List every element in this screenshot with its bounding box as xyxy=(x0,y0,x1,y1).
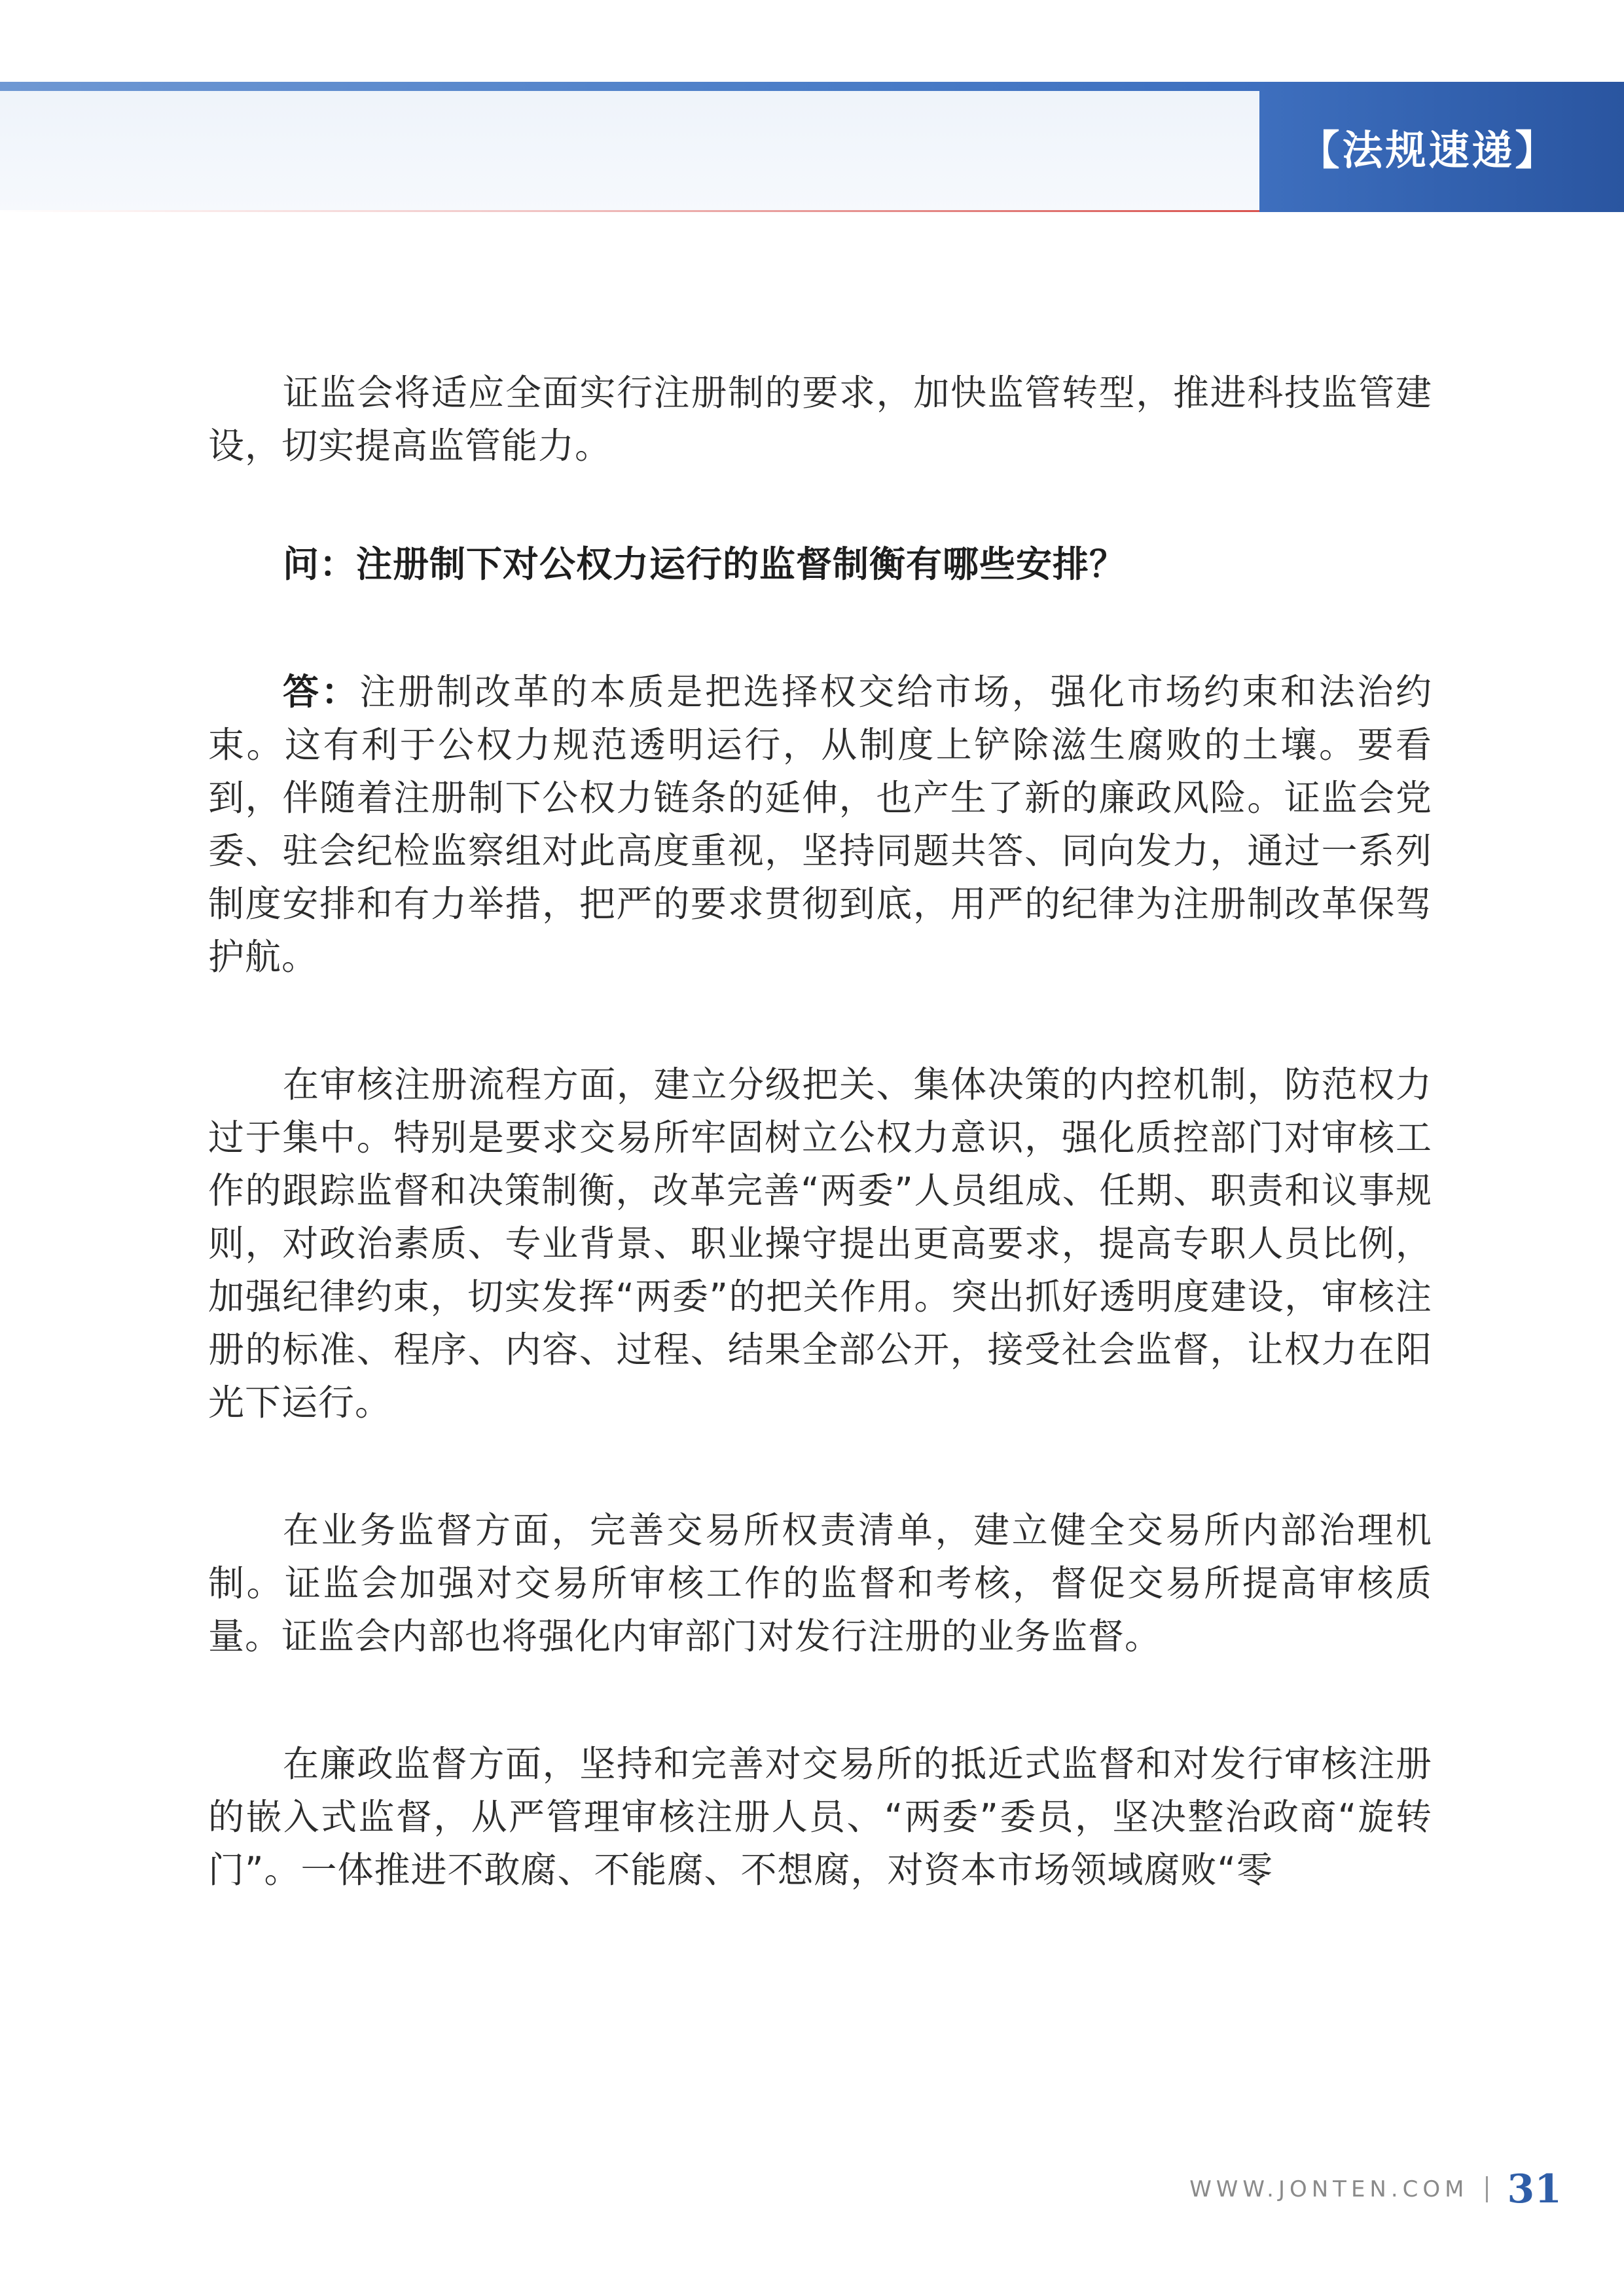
header-top-rule xyxy=(0,82,1259,91)
paragraph-integrity-supervision: 在廉政监督方面，坚持和完善对交易所的抵近式监督和对发行审核注册的嵌入式监督，从严管理审核注册人员、“两委”委员，坚决整治政商“旋转门”。一体推进不敢腐、不能腐、不想腐，对资本市场领域腐败“零 xyxy=(208,1743,1432,1891)
header-bottom-rule xyxy=(0,210,1259,212)
paragraph-answer xyxy=(208,666,1432,984)
page-number: 31 xyxy=(1507,2166,1562,2212)
answer-text: 注册制改革的本质是把选择权交给市场，强化市场约束和法治约束。这有利于公权力规范透明运行，从制度上铲除滋生腐败的土壤。要看到，伴随着注册制下公权力链条的延伸，也产生了新的廉政风险。证监会党委、驻会纪检监察组对此高度重视，坚持同题共答、同向发力，通过一系列制度安排和有力举措，把严的要求贯彻到底，用严的纪律为注册制改革保驾护航。 xyxy=(208,671,1432,978)
paragraph-intro: 证监会将适应全面实行注册制的要求，加快监管转型，推进科技监管建设，切实提高监管能力。 xyxy=(208,372,1432,467)
page-footer xyxy=(1189,2163,1562,2215)
paragraph-business-supervision: 在业务监督方面，完善交易所权责清单，建立健全交易所内部治理机制。证监会加强对交易所审核工作的监督和考核，督促交易所提高审核质量。证监会内部也将强化内审部门对发行注册的业务监督。 xyxy=(208,1509,1432,1657)
section-label: 【法规速递】 xyxy=(1299,126,1559,174)
article-body xyxy=(208,367,1432,1971)
question-heading: 问：注册制下对公权力运行的监督制衡有哪些安排？ xyxy=(283,543,1127,585)
header-band xyxy=(0,84,1259,212)
footer-website: WWW.JONTEN.COM xyxy=(1189,2176,1469,2202)
paragraph-review-process: 在审核注册流程方面，建立分级把关、集体决策的内控机制，防范权力过于集中。特别是要求交易所牢固树立公权力意识，强化质控部门对审核工作的跟踪监督和决策制衡，改革完善“两委”人员组成、任期、职责和议事规则，对政治素质、专业背景、职业操守提出更高要求，提高专职人员比例，加强纪律约束，切实发挥“两委”的把关作用。突出抓好透明度建设，审核注册的标准、程序、内容、过程、结果全部公开，接受社会监督，让权力在阳光下运行。 xyxy=(208,1064,1432,1424)
answer-label: 答： xyxy=(283,671,360,713)
footer-divider xyxy=(1486,2176,1488,2202)
section-tab xyxy=(1259,82,1624,212)
